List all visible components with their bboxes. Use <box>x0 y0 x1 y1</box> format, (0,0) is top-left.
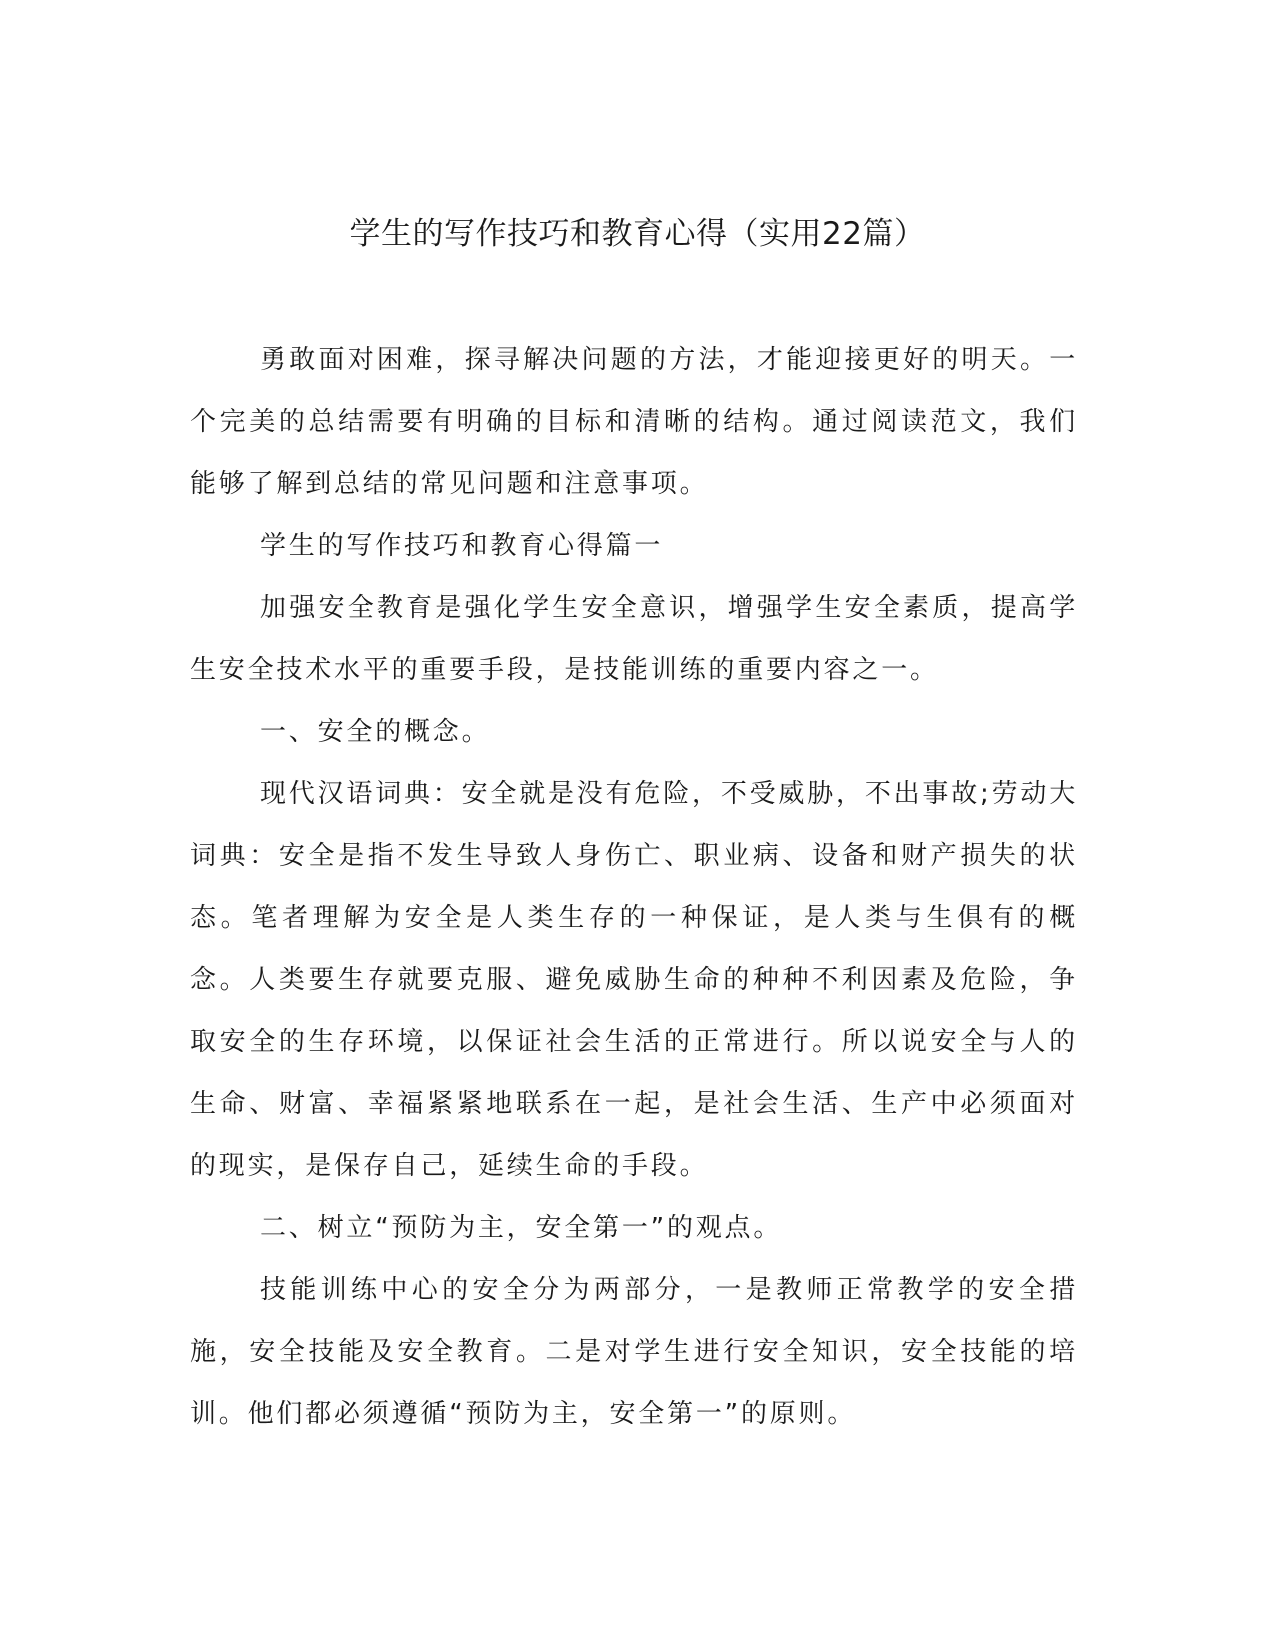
body-paragraph: 加强安全教育是强化学生安全意识，增强学生安全素质，提高学生安全技术水平的重要手段，是技能训练的重要内容之一。 <box>190 593 1078 685</box>
intro-paragraph: 勇敢面对困难，探寻解决问题的方法，才能迎接更好的明天。一个完美的总结需要有明确的目标和清晰的结构。通过阅读范文，我们能够了解到总结的常见问题和注意事项。 <box>190 345 1078 499</box>
subheading-prevention-first: 二、树立“预防为主，安全第一”的观点。 <box>260 1213 783 1243</box>
section-heading-part-one: 学生的写作技巧和教育心得篇一 <box>260 531 664 561</box>
document-body <box>190 329 1078 1445</box>
document-title: 学生的写作技巧和教育心得（实用22篇） <box>349 216 926 252</box>
body-paragraph: 现代汉语词典：安全就是没有危险，不受威胁，不出事故;劳动大词典：安全是指不发生导致人身伤亡、职业病、设备和财产损失的状态。笔者理解为安全是人类生存的一种保证，是人类与生俱有的概念。人类要生存就要克服、避免威胁生命的种种不利因素及危险，争取安全的生存环境，以保证社会生活的正常进行。所以说安全与人的生命、财富、幸福紧紧地联系在一起，是社会生活、生产中必须面对的现实，是保存自己，延续生命的手段。 <box>190 779 1078 1181</box>
subheading-safety-concept: 一、安全的概念。 <box>260 717 491 747</box>
body-paragraph: 技能训练中心的安全分为两部分，一是教师正常教学的安全措施，安全技能及安全教育。二是对学生进行安全知识，安全技能的培训。他们都必须遵循“预防为主，安全第一”的原则。 <box>190 1275 1078 1429</box>
